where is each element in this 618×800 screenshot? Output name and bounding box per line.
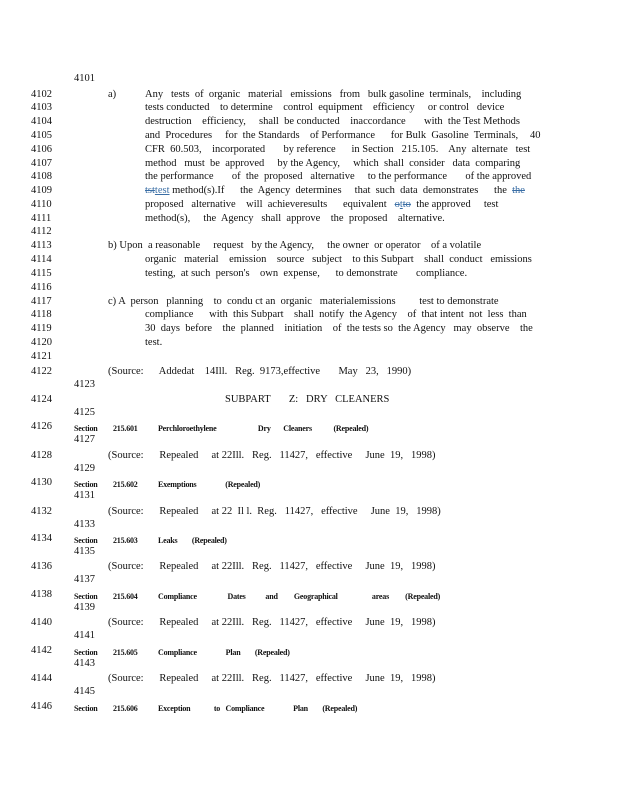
- text-line: 40: [530, 130, 541, 141]
- struck-text: o: [394, 199, 400, 210]
- line-number: 4121: [31, 351, 52, 362]
- inserted-text: t: [399, 199, 403, 210]
- line-number: 4146: [31, 701, 52, 712]
- section-label: Section: [74, 480, 98, 489]
- line-number: 4105: [31, 130, 52, 141]
- section-number: 215.606: [113, 704, 138, 713]
- line-number: 4116: [31, 282, 52, 293]
- line-number: 4127: [74, 434, 95, 445]
- section-number: 215.605: [113, 648, 138, 657]
- section-title: Perchloroethylene Dry Cleaners (Repealed): [158, 424, 369, 433]
- text-line: method must be approved by the Agency, which shall consider data comparing: [145, 158, 521, 169]
- source-note: (Source: Addedat 14Ill. Reg. 9173,effective May 23, 1990): [108, 366, 412, 377]
- text-line: c) A person planning to condu ct an organic materialemissions test to demonstrate: [108, 296, 499, 307]
- section-label: Section: [74, 424, 98, 433]
- text-line: Any tests of organic material emissions from bulk gasoline terminals, including: [145, 89, 522, 100]
- line-number: 4103: [31, 102, 52, 113]
- line-number: 4136: [31, 561, 52, 572]
- line-number: 4126: [31, 421, 52, 432]
- section-number: 215.602: [113, 480, 138, 489]
- section-number: 215.601: [113, 424, 138, 433]
- section-title: Exemptions (Repealed): [158, 480, 261, 489]
- line-number: 4107: [31, 158, 52, 169]
- source-note: (Source: Repealed at 22Ill. Reg. 11427, effective June 19, 1998): [108, 561, 436, 572]
- line-number: 4120: [31, 337, 52, 348]
- source-note: (Source: Repealed at 22Ill. Reg. 11427, effective June 19, 1998): [108, 450, 436, 461]
- line-number: 4135: [74, 546, 95, 557]
- line-number: 4112: [31, 226, 52, 237]
- section-title: Compliance Dates and Geographical areas (Repealed): [158, 592, 441, 601]
- section-label: Section: [74, 648, 98, 657]
- line-number: 4137: [74, 574, 95, 585]
- line-number: 4125: [74, 407, 95, 418]
- inserted-text: test: [154, 185, 170, 196]
- line-number: 4144: [31, 673, 52, 684]
- list-marker: a): [108, 89, 117, 100]
- section-title: Exception to Compliance Plan (Repealed): [158, 704, 358, 713]
- text-line: [145, 199, 498, 211]
- line-number: 4119: [31, 323, 52, 334]
- section-number: 215.604: [113, 592, 138, 601]
- line-number: 4108: [31, 171, 52, 182]
- line-number: 4139: [74, 602, 95, 613]
- text-segment: method(s).If the Agency determines that such data demonstrates the: [169, 185, 513, 196]
- line-number: 4129: [74, 463, 95, 474]
- text-line: method(s), the Agency shall approve the proposed alternative.: [145, 213, 445, 224]
- line-number: 4118: [31, 309, 52, 320]
- text-line: compliance with this Subpart shall notify the Agency of that intent not less than: [145, 309, 527, 320]
- line-number: 4109: [31, 185, 52, 196]
- text-line: b) Upon a reasonable request by the Agency, the owner or operator of a volatile: [108, 240, 482, 251]
- line-number: 4114: [31, 254, 52, 265]
- text-segment: the approved test: [410, 199, 499, 210]
- line-number: 4138: [31, 589, 52, 600]
- struck-text: the: [512, 185, 525, 196]
- text-line: destruction efficiency, shall be conducted inaccordance with the Test Methods: [145, 116, 520, 127]
- line-number: 4140: [31, 617, 52, 628]
- line-number: 4143: [74, 658, 95, 669]
- line-number: 4141: [74, 630, 95, 641]
- line-number: 4145: [74, 686, 95, 697]
- line-number: 4132: [31, 506, 52, 517]
- section-title: Leaks (Repealed): [158, 536, 227, 545]
- text-line: CFR 60.503, incorporated by reference in Section 215.105. Any alternate test: [145, 144, 531, 155]
- struck-text: to: [402, 199, 411, 210]
- line-number: 4110: [31, 199, 52, 210]
- text-line: and Procedures for the Standards of Performance for Bulk Gasoline Terminals,: [145, 130, 519, 141]
- text-line: testing, at such person's own expense, to demonstrate compliance.: [145, 268, 468, 279]
- line-number: 4104: [31, 116, 52, 127]
- line-number: 4115: [31, 268, 52, 279]
- line-number: 4128: [31, 450, 52, 461]
- line-number: 4142: [31, 645, 52, 656]
- line-number: 4111: [31, 213, 52, 224]
- text-line: 30 days before the planned initiation of the tests so the Agency may observe the: [145, 323, 533, 334]
- subpart-heading: SUBPART Z: DRY CLEANERS: [225, 394, 390, 405]
- line-number: 4101: [74, 73, 95, 84]
- line-number: 4106: [31, 144, 52, 155]
- line-number: 4102: [31, 89, 52, 100]
- line-number: 4133: [74, 519, 95, 530]
- line-number: 4123: [74, 379, 95, 390]
- line-number: 4134: [31, 533, 52, 544]
- text-line: test.: [145, 337, 163, 348]
- section-label: Section: [74, 592, 98, 601]
- text-line: [145, 185, 525, 197]
- line-number: 4130: [31, 477, 52, 488]
- line-number: 4117: [31, 296, 52, 307]
- line-number: 4124: [31, 394, 52, 405]
- struck-text: tst: [145, 185, 155, 196]
- text-line: tests conducted to determine control equipment efficiency or control device: [145, 102, 505, 113]
- section-title: Compliance Plan (Repealed): [158, 648, 290, 657]
- source-note: (Source: Repealed at 22 Il l. Reg. 11427, effective June 19, 1998): [108, 506, 441, 517]
- line-number: 4131: [74, 490, 95, 501]
- text-line: organic material emission source subject to this Subpart shall conduct emissions: [145, 254, 532, 265]
- section-label: Section: [74, 704, 98, 713]
- text-line: the performance of the proposed alternative to the performance of the approved: [145, 171, 532, 182]
- source-note: (Source: Repealed at 22Ill. Reg. 11427, effective June 19, 1998): [108, 673, 436, 684]
- source-note: (Source: Repealed at 22Ill. Reg. 11427, effective June 19, 1998): [108, 617, 436, 628]
- section-label: Section: [74, 536, 98, 545]
- line-number: 4113: [31, 240, 52, 251]
- text-segment: proposed alternative will achieveresults equivalent: [145, 199, 395, 210]
- line-number: 4122: [31, 366, 52, 377]
- section-number: 215.603: [113, 536, 138, 545]
